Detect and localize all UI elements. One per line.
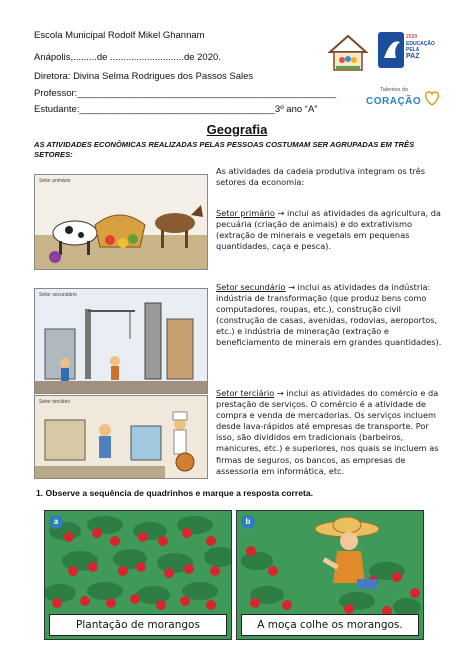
- panel-a-caption[interactable]: Plantação de morangos: [49, 614, 227, 636]
- talents-small-text: Talentos do: [380, 87, 409, 93]
- page-title: Geografia: [206, 122, 268, 137]
- education-year: 2020: [406, 34, 418, 40]
- panel-b-badge: b: [241, 515, 255, 529]
- secondary-sector-illustration: [34, 288, 208, 394]
- primary-sector-body: → inclui as atividades da agricultura, da pecuária (criação de animais) e do extrativismo (extração de minerais e vegetais em pequenas quantidades, caça e pesca).: [216, 208, 441, 252]
- director-line: Diretora: Divina Selma Rodrigues dos Passos Sales: [34, 71, 254, 82]
- tertiary-sector-illustration: [34, 395, 208, 479]
- tertiary-sector-heading: Setor terciário: [216, 388, 275, 398]
- comic-panel-a: [44, 510, 232, 640]
- tertiary-sector-text: [216, 388, 448, 477]
- primary-sector-text: [216, 208, 448, 252]
- secondary-scene-label: Setor secundário: [39, 292, 77, 298]
- education-peace-logo: [376, 30, 435, 74]
- secondary-sector-heading: Setor secundário: [216, 282, 286, 292]
- panel-b-caption[interactable]: A moça colhe os morangos.: [241, 614, 419, 636]
- school-logo: [326, 30, 370, 74]
- talents-logo: [362, 84, 442, 114]
- education-paz: PAZ: [406, 52, 420, 60]
- talents-big-text: CORAÇÃO: [366, 96, 422, 107]
- panel-a-badge: a: [49, 515, 63, 529]
- tertiary-scene-label: Setor terciário: [39, 399, 71, 405]
- heart-icon: [422, 88, 442, 108]
- primary-sector-illustration: [34, 174, 208, 270]
- primary-scene-label: Setor primário: [39, 178, 71, 184]
- primary-sector-heading: Setor primário: [216, 208, 275, 218]
- secondary-sector-text: [216, 282, 448, 349]
- subtitle: AS ATIVIDADES ECONÔMICAS REALIZADAS PELAS PESSOAS COSTUMAM SER AGRUPADAS EM TRÊS SETORES:: [34, 140, 415, 159]
- teacher-line: Professor:_________________________________________________: [34, 88, 337, 99]
- date-line: Anápolis,.........de ............................de 2020.: [34, 52, 221, 63]
- comic-panel-b: [236, 510, 424, 640]
- school-name: Escola Municipal Rodolf Mikel Ghannam: [34, 30, 205, 41]
- student-line: Estudante:_____________________________________3º ano “A”: [34, 104, 318, 115]
- question-1: 1. Observe a sequência de quadrinhos e marque a resposta correta.: [36, 488, 314, 498]
- education-pela: PELA: [406, 47, 420, 53]
- secondary-sector-body: → inclui as atividades da indústria: indústria de transformação (que produz bens como computadores, roupas, etc.), construção civil (construção de casas, avenidas, rodovias, aeroportos, etc.) e indústria de mineração (extração e beneficiamento de minerais em grandes quantidades).: [216, 282, 442, 348]
- education-word: EDUCAÇÃO: [406, 40, 435, 47]
- tertiary-sector-body: → inclui as atividades do comércio e da prestação de serviços. O comércio é a atividade de compra e venda de mercadorias. Os serviços incluem desde lava-rápidos até empresas de transporte. Por isso, são divididos em tradicionais (barbeiros, manicures, etc.) e superiores, nos quais se incluem as firmas de seguros, os bancos, as empresas de assessoria em informática, etc.: [216, 388, 439, 476]
- sectors-intro: As atividades da cadeia produtiva integram os três setores da economia:: [216, 166, 426, 188]
